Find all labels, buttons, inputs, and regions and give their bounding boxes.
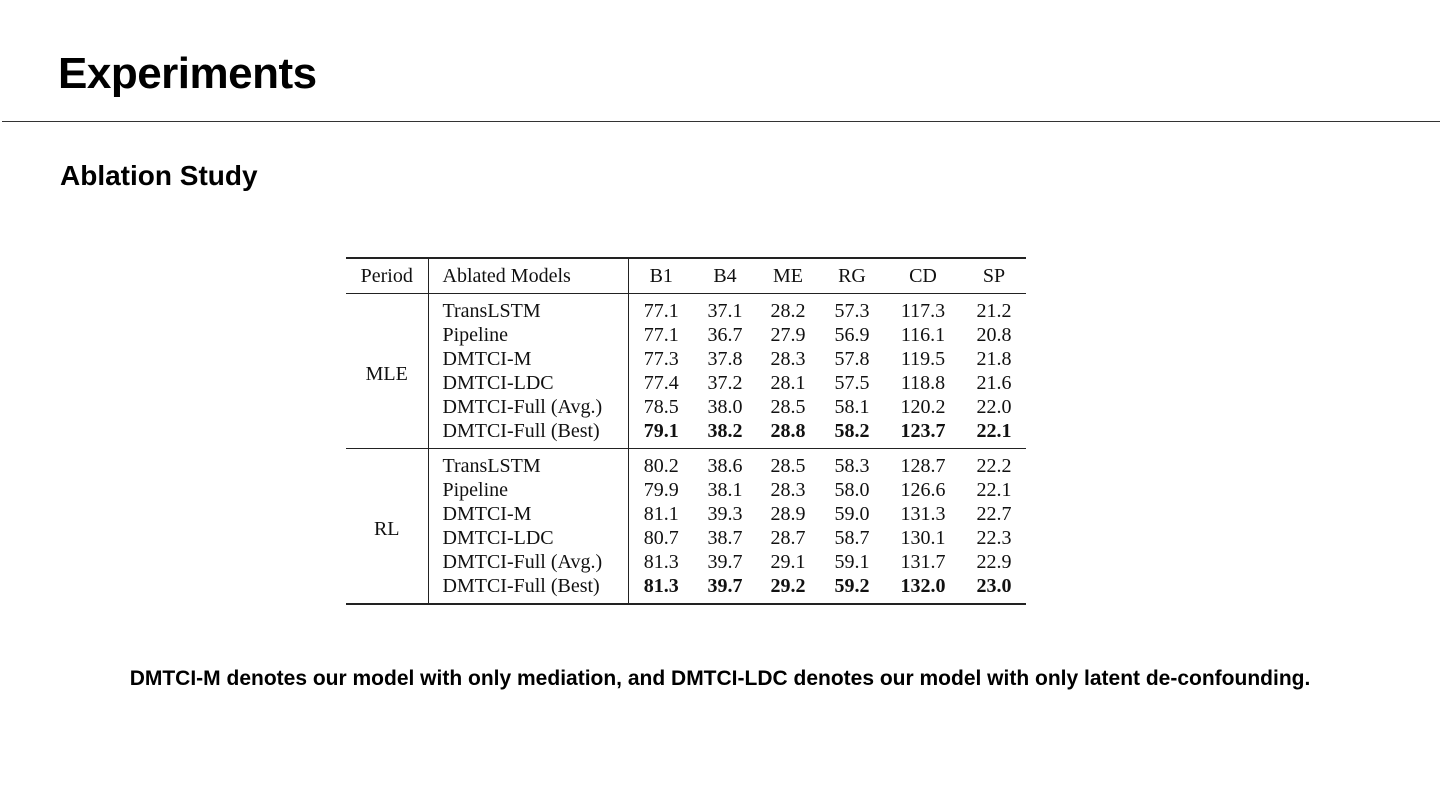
cell-sp: 21.6 xyxy=(976,372,1012,394)
cell-cd: 131.7 xyxy=(900,551,946,573)
cell-me: 29.2 xyxy=(770,575,806,597)
cell-sp: 22.3 xyxy=(976,527,1012,549)
cell-sp: 22.2 xyxy=(976,455,1012,477)
cell-rg: 57.5 xyxy=(834,372,870,394)
cell-sp: 21.2 xyxy=(976,300,1012,322)
model-name: DMTCI-LDC xyxy=(428,371,628,395)
table-row xyxy=(346,294,1026,324)
period-label: RL xyxy=(346,449,428,605)
table-row xyxy=(346,371,1026,395)
model-name: DMTCI-Full (Avg.) xyxy=(428,395,628,419)
table-row xyxy=(346,347,1026,371)
cell-me: 28.9 xyxy=(770,503,806,525)
cell-rg: 57.8 xyxy=(834,348,870,370)
table-group-mle xyxy=(346,294,1026,449)
section-heading: Ablation Study xyxy=(60,160,258,191)
cell-b4: 38.1 xyxy=(707,479,743,501)
model-name: TransLSTM xyxy=(428,294,628,324)
cell-sp: 22.1 xyxy=(976,479,1012,501)
table-row-best xyxy=(346,574,1026,604)
header-ablated-models: Ablated Models xyxy=(428,258,628,294)
cell-b1: 77.1 xyxy=(643,324,679,346)
cell-me: 29.1 xyxy=(770,551,806,573)
cell-rg: 58.0 xyxy=(834,479,870,501)
table-row xyxy=(346,502,1026,526)
table-group-rl xyxy=(346,449,1026,605)
cell-cd: 120.2 xyxy=(900,396,946,418)
cell-me: 28.3 xyxy=(770,348,806,370)
cell-cd: 117.3 xyxy=(900,300,946,322)
cell-b4: 39.3 xyxy=(707,503,743,525)
cell-me: 28.3 xyxy=(770,479,806,501)
cell-b4: 37.1 xyxy=(707,300,743,322)
cell-b1: 80.2 xyxy=(643,455,679,477)
header-sp: SP xyxy=(982,264,1006,287)
cell-b1: 81.3 xyxy=(643,575,679,597)
footnote: DMTCI-M denotes our model with only mediation, and DMTCI-LDC denotes our model with only latent de-confounding. xyxy=(129,667,1311,690)
model-name: DMTCI-Full (Avg.) xyxy=(428,550,628,574)
cell-cd: 130.1 xyxy=(900,527,946,549)
cell-me: 28.5 xyxy=(770,455,806,477)
table-row xyxy=(346,449,1026,479)
cell-sp: 22.1 xyxy=(976,420,1012,442)
cell-b1: 77.1 xyxy=(643,300,679,322)
cell-sp: 22.7 xyxy=(976,503,1012,525)
cell-rg: 58.2 xyxy=(834,420,870,442)
cell-b1: 80.7 xyxy=(643,527,679,549)
header-me: ME xyxy=(773,264,803,287)
model-name: DMTCI-M xyxy=(428,502,628,526)
cell-b4: 37.2 xyxy=(707,372,743,394)
title-divider xyxy=(2,121,1440,122)
table-row xyxy=(346,395,1026,419)
header-rg: RG xyxy=(838,264,866,287)
cell-b4: 39.7 xyxy=(707,551,743,573)
ablation-table-container xyxy=(346,257,1026,605)
cell-b1: 81.1 xyxy=(643,503,679,525)
table-row xyxy=(346,323,1026,347)
table-row xyxy=(346,550,1026,574)
cell-sp: 22.9 xyxy=(976,551,1012,573)
ablation-table xyxy=(346,257,1026,605)
cell-me: 28.7 xyxy=(770,527,806,549)
cell-b1: 77.3 xyxy=(643,348,679,370)
table-row xyxy=(346,478,1026,502)
cell-cd: 119.5 xyxy=(900,348,946,370)
slide-title: Experiments xyxy=(58,49,317,98)
cell-cd: 132.0 xyxy=(900,575,946,597)
cell-b4: 39.7 xyxy=(707,575,743,597)
model-name: DMTCI-Full (Best) xyxy=(428,574,628,604)
cell-rg: 58.7 xyxy=(834,527,870,549)
cell-rg: 59.1 xyxy=(834,551,870,573)
cell-rg: 58.1 xyxy=(834,396,870,418)
cell-sp: 21.8 xyxy=(976,348,1012,370)
cell-cd: 118.8 xyxy=(900,372,946,394)
cell-cd: 128.7 xyxy=(900,455,946,477)
period-label: MLE xyxy=(346,294,428,449)
cell-rg: 57.3 xyxy=(834,300,870,322)
cell-rg: 59.0 xyxy=(834,503,870,525)
model-name: DMTCI-LDC xyxy=(428,526,628,550)
cell-me: 27.9 xyxy=(770,324,806,346)
cell-cd: 131.3 xyxy=(900,503,946,525)
cell-b1: 81.3 xyxy=(643,551,679,573)
table-header-row xyxy=(346,258,1026,294)
cell-me: 28.1 xyxy=(770,372,806,394)
cell-b4: 38.7 xyxy=(707,527,743,549)
table-row-best xyxy=(346,419,1026,449)
cell-b1: 79.9 xyxy=(643,479,679,501)
cell-cd: 123.7 xyxy=(900,420,946,442)
cell-rg: 59.2 xyxy=(834,575,870,597)
model-name: Pipeline xyxy=(428,323,628,347)
cell-b4: 38.6 xyxy=(707,455,743,477)
cell-b1: 77.4 xyxy=(643,372,679,394)
cell-sp: 23.0 xyxy=(976,575,1012,597)
cell-b4: 37.8 xyxy=(707,348,743,370)
model-name: Pipeline xyxy=(428,478,628,502)
header-b4: B4 xyxy=(713,264,737,287)
cell-rg: 58.3 xyxy=(834,455,870,477)
cell-cd: 126.6 xyxy=(900,479,946,501)
cell-sp: 22.0 xyxy=(976,396,1012,418)
cell-b1: 79.1 xyxy=(643,420,679,442)
model-name: TransLSTM xyxy=(428,449,628,479)
cell-sp: 20.8 xyxy=(976,324,1012,346)
cell-cd: 116.1 xyxy=(900,324,946,346)
header-b1: B1 xyxy=(649,264,673,287)
cell-me: 28.2 xyxy=(770,300,806,322)
cell-b4: 38.0 xyxy=(707,396,743,418)
cell-b4: 36.7 xyxy=(707,324,743,346)
model-name: DMTCI-M xyxy=(428,347,628,371)
cell-b1: 78.5 xyxy=(643,396,679,418)
header-cd: CD xyxy=(909,264,937,287)
cell-rg: 56.9 xyxy=(834,324,870,346)
cell-b4: 38.2 xyxy=(707,420,743,442)
cell-me: 28.5 xyxy=(770,396,806,418)
header-period: Period xyxy=(346,258,428,294)
cell-me: 28.8 xyxy=(770,420,806,442)
table-row xyxy=(346,526,1026,550)
model-name: DMTCI-Full (Best) xyxy=(428,419,628,449)
